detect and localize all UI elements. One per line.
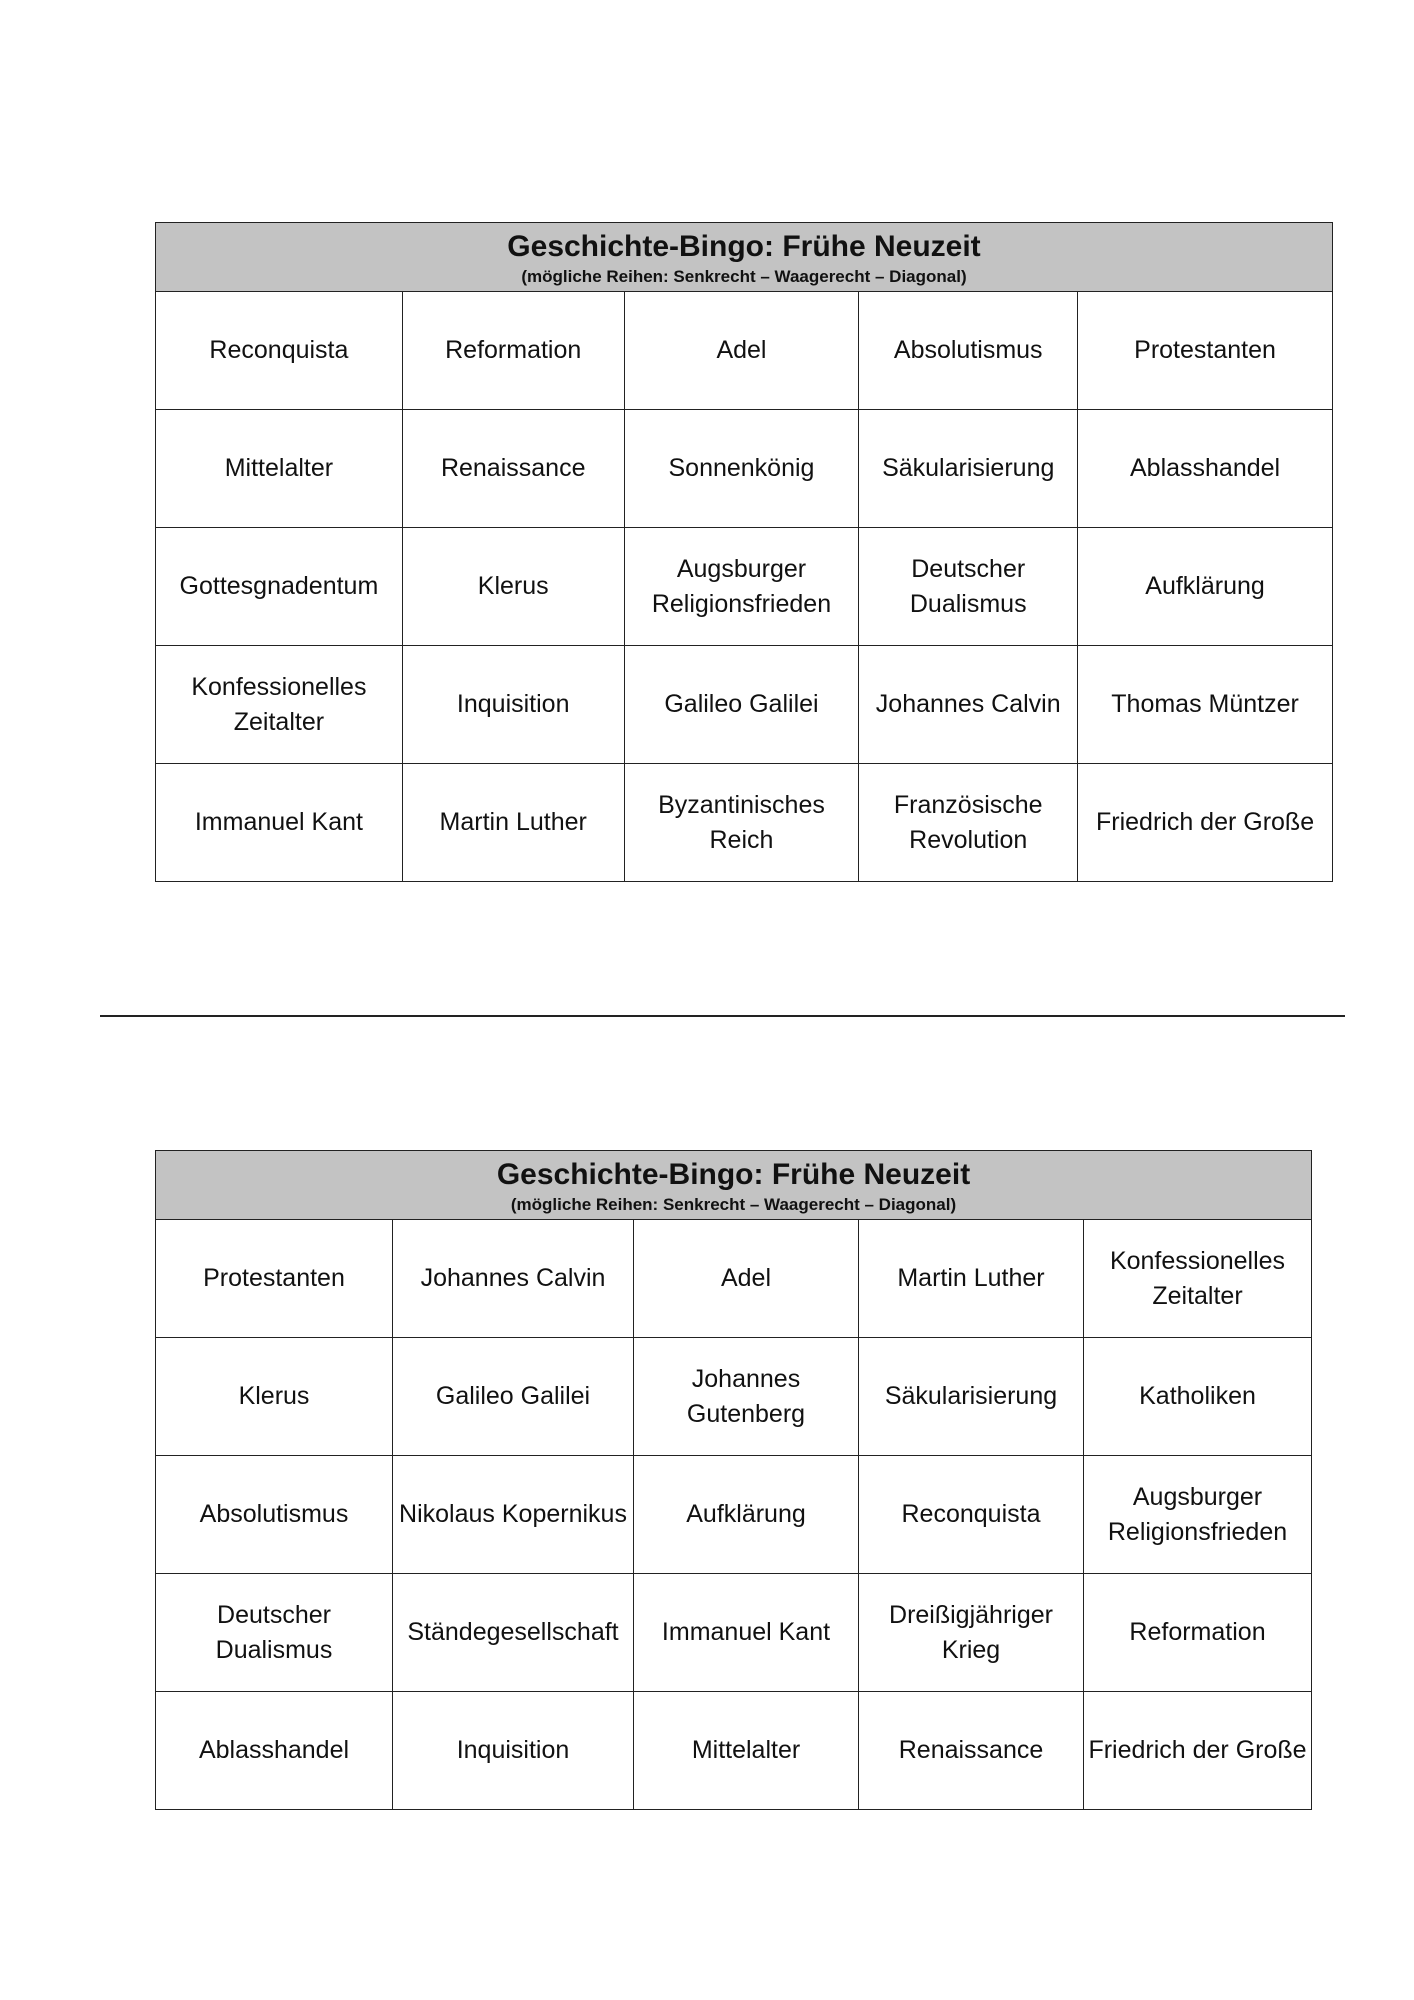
bingo-cell: Konfessionelles Zeitalter — [156, 646, 403, 764]
bingo-cell: Martin Luther — [859, 1220, 1084, 1338]
bingo-cell: Inquisition — [402, 646, 624, 764]
bingo-cell: Renaissance — [859, 1692, 1084, 1810]
bingo-cell: Galileo Galilei — [393, 1338, 634, 1456]
bingo-card-2 — [155, 1150, 1312, 1810]
bingo-row — [156, 410, 1333, 528]
bingo-cell: Absolutismus — [156, 1456, 393, 1574]
bingo-row — [156, 646, 1333, 764]
bingo-cell: Aufklärung — [1078, 528, 1333, 646]
bingo-title: Geschichte-Bingo: Frühe Neuzeit — [507, 230, 981, 263]
bingo-cell: Reformation — [1084, 1574, 1312, 1692]
bingo-cell: Augsburger Religionsfrieden — [624, 528, 859, 646]
bingo-row — [156, 1338, 1312, 1456]
bingo-cell: Aufklärung — [634, 1456, 859, 1574]
bingo-cell: Johannes Calvin — [859, 646, 1078, 764]
bingo-cell: Klerus — [156, 1338, 393, 1456]
bingo-row — [156, 528, 1333, 646]
bingo-cell: Absolutismus — [859, 292, 1078, 410]
bingo-cell: Johannes Gutenberg — [634, 1338, 859, 1456]
bingo-cell: Friedrich der Große — [1078, 764, 1333, 882]
bingo-row — [156, 1574, 1312, 1692]
bingo-cell: Ablasshandel — [156, 1692, 393, 1810]
bingo-cell: Konfessionelles Zeitalter — [1084, 1220, 1312, 1338]
bingo-cell: Deutscher Dualismus — [156, 1574, 393, 1692]
bingo-cell: Säkularisierung — [859, 1338, 1084, 1456]
cut-line — [100, 1015, 1345, 1017]
bingo-cell: Immanuel Kant — [634, 1574, 859, 1692]
bingo-cell: Ständegesellschaft — [393, 1574, 634, 1692]
bingo-cell: Protestanten — [1078, 292, 1333, 410]
bingo-cell: Augsburger Religionsfrieden — [1084, 1456, 1312, 1574]
bingo-cell: Johannes Calvin — [393, 1220, 634, 1338]
bingo-cell: Thomas Müntzer — [1078, 646, 1333, 764]
bingo-row — [156, 1220, 1312, 1338]
bingo-cell: Reconquista — [156, 292, 403, 410]
bingo-row — [156, 764, 1333, 882]
bingo-cell: Mittelalter — [156, 410, 403, 528]
bingo-cell: Inquisition — [393, 1692, 634, 1810]
bingo-row — [156, 1692, 1312, 1810]
bingo-cell: Galileo Galilei — [624, 646, 859, 764]
bingo-subtitle: (mögliche Reihen: Senkrecht – Waagerecht – Diagonal) — [521, 267, 967, 286]
bingo-cell: Renaissance — [402, 410, 624, 528]
bingo-cell: Reconquista — [859, 1456, 1084, 1574]
bingo-cell: Byzantinisches Reich — [624, 764, 859, 882]
bingo-header — [156, 223, 1333, 292]
bingo-cell: Mittelalter — [634, 1692, 859, 1810]
bingo-cell: Katholiken — [1084, 1338, 1312, 1456]
bingo-cell: Friedrich der Große — [1084, 1692, 1312, 1810]
bingo-title: Geschichte-Bingo: Frühe Neuzeit — [496, 1158, 971, 1191]
bingo-cell: Sonnenkönig — [624, 410, 859, 528]
bingo-cell: Nikolaus Kopernikus — [393, 1456, 634, 1574]
bingo-cell: Protestanten — [156, 1220, 393, 1338]
bingo-card-1 — [155, 222, 1333, 882]
bingo-cell: Gottesgnadentum — [156, 528, 403, 646]
bingo-header — [156, 1151, 1312, 1220]
bingo-cell: Säkularisierung — [859, 410, 1078, 528]
bingo-cell: Adel — [634, 1220, 859, 1338]
bingo-cell: Immanuel Kant — [156, 764, 403, 882]
bingo-cell: Reformation — [402, 292, 624, 410]
bingo-cell: Ablasshandel — [1078, 410, 1333, 528]
bingo-cell: Adel — [624, 292, 859, 410]
bingo-row — [156, 292, 1333, 410]
bingo-cell: Dreißigjähriger Krieg — [859, 1574, 1084, 1692]
bingo-subtitle: (mögliche Reihen: Senkrecht – Waagerecht – Diagonal) — [510, 1195, 957, 1214]
bingo-cell: Martin Luther — [402, 764, 624, 882]
bingo-cell: Französische Revolution — [859, 764, 1078, 882]
bingo-cell: Deutscher Dualismus — [859, 528, 1078, 646]
bingo-row — [156, 1456, 1312, 1574]
bingo-cell: Klerus — [402, 528, 624, 646]
